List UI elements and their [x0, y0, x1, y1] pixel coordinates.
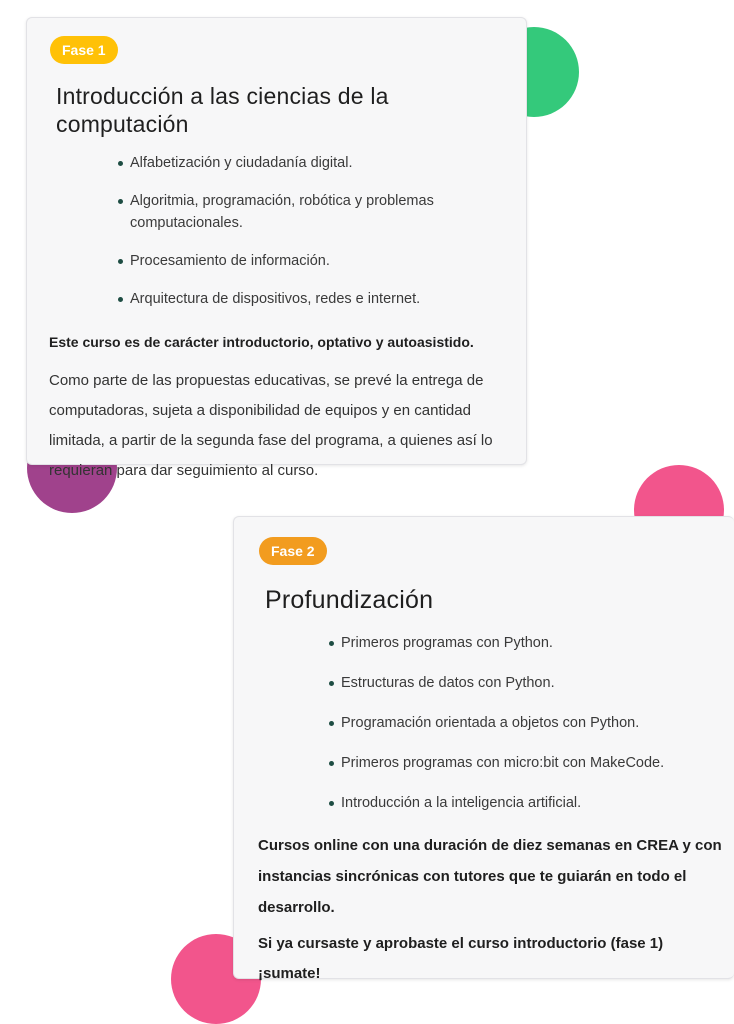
list-item — [329, 632, 729, 654]
phase2-cta: Si ya cursaste y aprobaste el curso introductorio (fase 1) ¡sumate! — [258, 935, 664, 982]
phase2-badge: Fase 2 — [259, 537, 327, 565]
phase1-title: Introducción a las ciencias de la computación — [56, 83, 389, 137]
list-item-text: Estructuras de datos con Python. — [341, 675, 555, 691]
phase1-paragraph: Como parte de las propuestas educativas, se prevé la entrega de computadoras, sujeta a disponibilidad de equipos y en cantidad limitada, a partir de la segunda fase del programa, a quienes así lo requieran para dar seguimiento al curso. — [49, 372, 493, 479]
phase1-note: Este curso es de carácter introductorio, optativo y autoasistido. — [49, 334, 474, 350]
bullet-dot-icon — [118, 161, 123, 166]
list-item-text: Arquitectura de dispositivos, redes e internet. — [130, 291, 421, 307]
phase1-card — [26, 17, 527, 479]
phase2-note: Cursos online con una duración de diez semanas en CREA y con instancias sincrónicas con tutores que te guiarán en todo el desarrollo. — [258, 837, 722, 916]
phase2-card — [233, 516, 734, 982]
list-item — [329, 792, 729, 814]
list-item-text: Alfabetización y ciudadanía digital. — [130, 155, 353, 171]
bullet-dot-icon — [329, 721, 334, 726]
phase1-topic-list — [118, 152, 513, 310]
phase2-title: Profundización — [265, 586, 434, 614]
bullet-dot-icon — [118, 297, 123, 302]
phase1-badge: Fase 1 — [50, 36, 118, 64]
bullet-dot-icon — [329, 641, 334, 646]
list-item — [329, 712, 729, 734]
list-item-text: Primeros programas con micro:bit con MakeCode. — [341, 755, 665, 771]
list-item — [118, 288, 513, 310]
list-item — [118, 250, 513, 272]
list-item — [118, 190, 513, 234]
list-item — [329, 752, 729, 774]
list-item-text: Algoritmia, programación, robótica y problemas computacionales. — [130, 193, 434, 231]
bullet-dot-icon — [329, 801, 334, 806]
bullet-dot-icon — [329, 681, 334, 686]
bullet-dot-icon — [118, 259, 123, 264]
list-item-text: Introducción a la inteligencia artificial. — [341, 795, 582, 811]
phase2-topic-list — [329, 632, 729, 814]
bullet-dot-icon — [329, 761, 334, 766]
list-item-text: Procesamiento de información. — [130, 253, 330, 269]
list-item-text: Programación orientada a objetos con Python. — [341, 715, 640, 731]
list-item-text: Primeros programas con Python. — [341, 635, 553, 651]
list-item — [118, 152, 513, 174]
list-item — [329, 672, 729, 694]
bullet-dot-icon — [118, 199, 123, 204]
